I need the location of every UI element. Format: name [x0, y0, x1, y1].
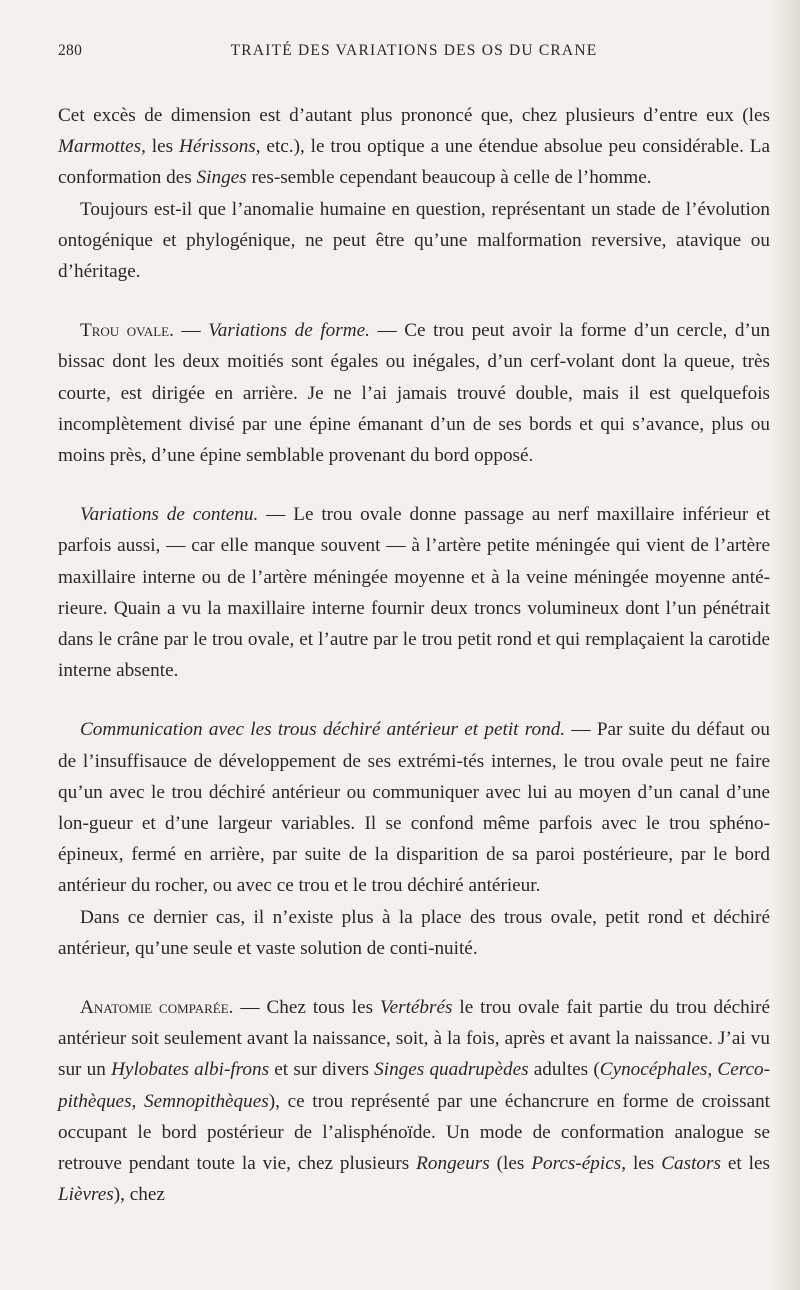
subsection-heading: Variations de contenu. [80, 504, 259, 526]
italic-term: Marmottes [58, 136, 142, 158]
paragraph-6 [58, 902, 770, 964]
italic-term: Hylobates albi-frons [111, 1059, 270, 1081]
subsection-heading: Variations de forme. [208, 320, 370, 342]
section-heading: Anatomie comparée. [80, 997, 234, 1019]
text-run: ), chez [113, 1184, 165, 1206]
italic-term: Porcs-épics [531, 1153, 622, 1175]
subsection-heading: Communication avec les trous déchiré antérieur et petit rond. [80, 719, 566, 741]
text-run: et les [720, 1153, 770, 1175]
italic-term: Cynocéphales [599, 1059, 708, 1081]
text-run: ), ce trou représenté par une échancrure en forme de croissant occupant le bord postérieur de l’alisphénoïde. Un mode de conformation analogue se retrouve pendant toute la vie, chez plusieurs [58, 1090, 771, 1175]
body-text [58, 100, 770, 1211]
text-run: et sur divers [269, 1059, 375, 1081]
text-run: Cet excès de dimension est d’autant plus prononcé que, chez plusieurs d’entre eux (les [58, 105, 770, 126]
page-number: 280 [58, 42, 83, 59]
italic-term: Singes quadrupèdes [374, 1059, 529, 1081]
text-run: — Chez tous les [233, 997, 380, 1019]
paragraph-1 [58, 100, 770, 194]
text-run: (les [489, 1153, 532, 1175]
paragraph-2 [58, 194, 770, 288]
text-run: — [173, 320, 209, 342]
running-title: TRAITÉ DES VARIATIONS DES OS DU CRANE [230, 42, 598, 59]
text-run: , [707, 1059, 718, 1081]
section-heading: Trou ovale. [80, 320, 174, 342]
italic-term: Castors [661, 1153, 721, 1175]
paragraph-4 [58, 499, 770, 686]
italic-term: Semnopithèques [144, 1090, 269, 1112]
text-run: adultes ( [528, 1059, 600, 1081]
text-run: Toujours est-il que l’anomalie humaine en question, représentant un stade de l’évolution ontogénique et phylogénique, ne peut être qu’une malformation reversive, atavique ou d’héritage. [58, 198, 770, 283]
italic-term: Rongeurs [416, 1153, 490, 1175]
text-run: res-semble cependant beaucoup à celle de l’homme. [246, 167, 652, 189]
text-run: le trou ovale fait partie du trou déchiré antérieur soit seulement avant la naissance, soit, à la fois, après et avant la naissance. J’ai vu sur un [58, 997, 770, 1081]
italic-term: Cerco-pithèques [58, 1059, 770, 1112]
text-run: , etc.), le trou optique a une étendue absolue peu considérable. La conformation des [58, 136, 770, 189]
text-run: , [131, 1090, 145, 1112]
running-header [58, 42, 770, 66]
text-run: , les [141, 136, 179, 158]
page-edge-shadow [770, 0, 800, 1290]
paragraph-3 [58, 315, 770, 471]
italic-term: Hérissons [179, 136, 256, 158]
italic-term: Singes [196, 167, 247, 189]
italic-term: Vertébrés [380, 997, 453, 1019]
text-run: — Ce trou peut avoir la forme d’un cercle, d’un bissac dont les deux moitiés sont égales ou inégales, d’un cerf-volant dont la queue, très courte, est dirigée en arrière. Je ne l’ai jamais trouvé double, mais il est quelquefois incomplètement divisé par une épine émanant d’un de ses bords et qui s’avance, plus ou moins près, d’une épine semblable provenant du bord opposé. [58, 320, 770, 467]
text-run: — Par suite du défaut ou de l’insuffisauce de développement de ses extrémi-tés internes, le trou ovale peut ne faire qu’un avec le trou déchiré antérieur ou communiquer avec lui au moyen d’un canal d’une lon-gueur et d’une largeur variables. Il se confond même parfois avec le trou sphéno-épineux, fermé en arrière, par suite de la disparition de sa paroi postérieure, par le bord antérieur du rocher, ou avec ce trou et le trou déchiré antérieur. [58, 719, 770, 897]
text-run: , les [621, 1153, 662, 1175]
paragraph-5 [58, 714, 770, 901]
text-run: Dans ce dernier cas, il n’existe plus à la place des trous ovale, petit rond et déchiré antérieur, qu’une seule et vaste solution de conti-nuité. [58, 906, 770, 959]
italic-term: Lièvres [58, 1184, 114, 1206]
text-run: — Le trou ovale donne passage au nerf maxillaire inférieur et parfois aussi, — car elle manque souvent — à l’artère petite méningée qui vient de l’artère maxillaire interne ou de l’artère méningée moyenne et à la veine méningée moyenne anté-rieure. Quain a vu la maxillaire interne fournir deux troncs volumineux dont l’un pénétrait dans le crâne par le trou ovale, et l’autre par le trou petit rond et qui remplaçaient la carotide interne absente. [58, 504, 771, 682]
paragraph-7 [58, 992, 770, 1210]
